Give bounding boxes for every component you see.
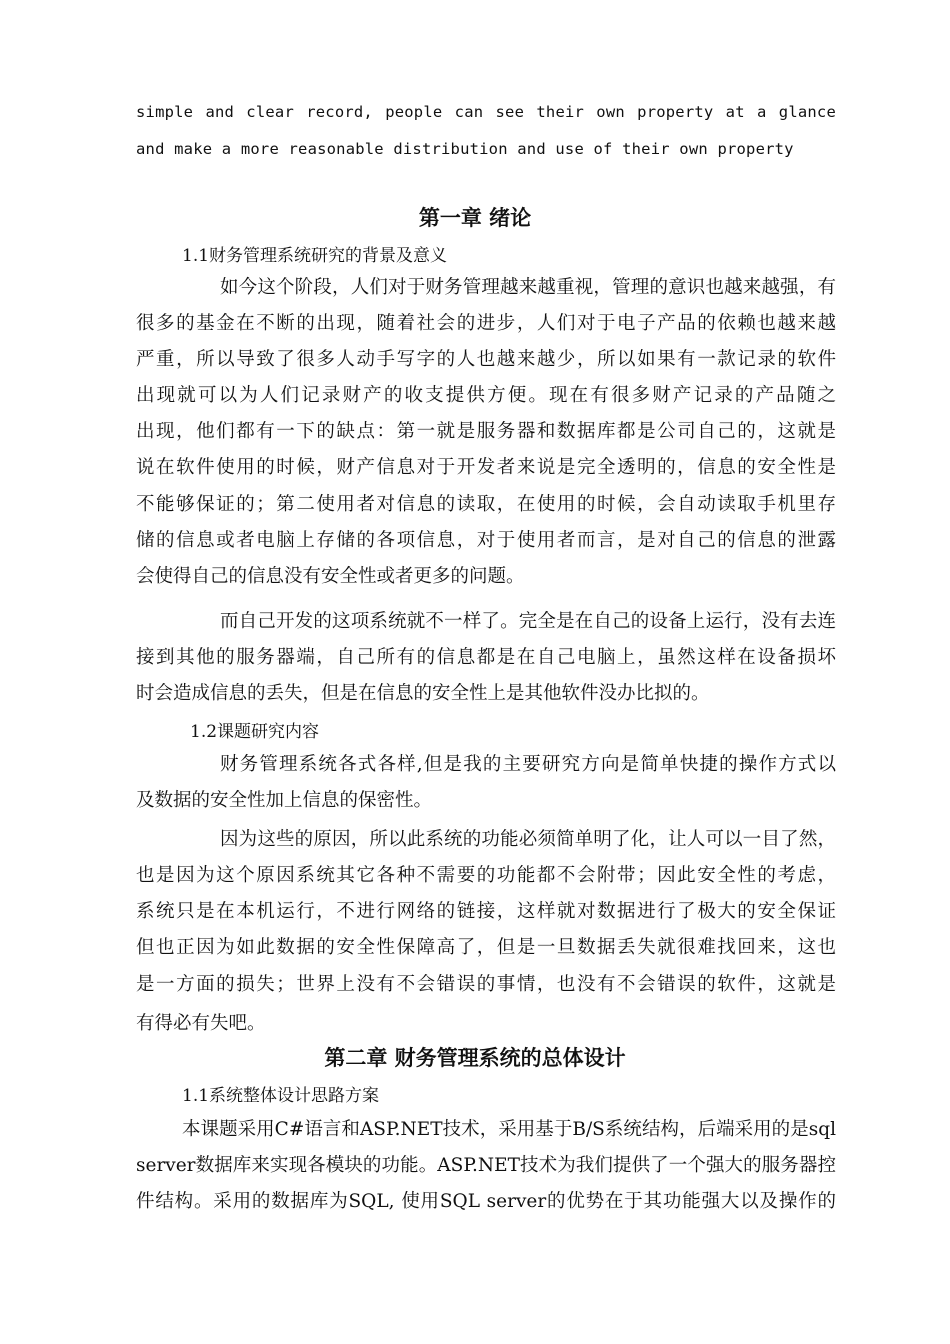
ch1-p2-line-3: 时会造成信息的丢失，但是在信息的安全性上是其他软件没办比拟的。 <box>136 683 710 704</box>
ch1-p2-line-2: 接到其他的服务器端，自己所有的信息都是在自己电脑上，虽然这样在设备损坏 <box>136 647 836 668</box>
ch1-p1-line-5: 出现，他们都有一下的缺点：第一就是服务器和数据库都是公司自己的，这就是 <box>136 421 836 442</box>
ch1-p4-line-4: 但也正因为如此数据的安全性保障高了，但是一旦数据丢失就很难找回来，这也 <box>136 937 836 958</box>
ch1-p3-line-1: 财务管理系统各式各样,但是我的主要研究方向是简单快捷的操作方式以 <box>220 754 836 775</box>
ch2-p1-line-3: 件结构。采用的数据库为SQL, 使用SQL server的优势在于其功能强大以及操作的 <box>136 1191 836 1212</box>
abstract-line-1: simple and clear record, people can see their own property at a glance <box>136 103 836 121</box>
ch2-p1-line-2: server数据库来实现各模块的功能。ASP.NET技术为我们提供了一个强大的服务器控 <box>136 1155 836 1176</box>
ch1-p4-line-2: 也是因为这个原因系统其它各种不需要的功能都不会附带；因此安全性的考虑， <box>136 865 836 886</box>
section-1-1-title: 1.1财务管理系统研究的背景及意义 <box>182 246 448 266</box>
section-2-1-title: 1.1系统整体设计思路方案 <box>182 1086 380 1106</box>
ch1-p4-line-6: 有得必有失吧。 <box>136 1013 266 1034</box>
ch1-p1-line-3: 严重，所以导致了很多人动手写字的人也越来越少，所以如果有一款记录的软件 <box>136 349 836 370</box>
section-1-2-title: 1.2课题研究内容 <box>190 722 320 742</box>
ch1-p4-line-5: 是一方面的损失；世界上没有不会错误的事情，也没有不会错误的软件，这就是 <box>136 974 836 995</box>
ch1-p1-line-8: 储的信息或者电脑上存储的各项信息，对于使用者而言，是对自己的信息的泄露 <box>136 530 836 551</box>
ch1-p1-line-4: 出现就可以为人们记录财产的收支提供方便。现在有很多财产记录的产品随之 <box>136 385 836 406</box>
ch1-p1-line-1: 如今这个阶段，人们对于财务管理越来越重视，管理的意识也越来越强，有 <box>220 277 836 298</box>
ch1-p3-line-2: 及数据的安全性加上信息的保密性。 <box>136 790 433 811</box>
ch1-p1-line-7: 不能够保证的；第二使用者对信息的读取，在使用的时候，会自动读取手机里存 <box>136 494 836 515</box>
abstract-line-2: and make a more reasonable distribution and use of their own property <box>136 140 794 158</box>
ch1-p4-line-1: 因为这些的原因，所以此系统的功能必须简单明了化，让人可以一目了然， <box>220 829 836 850</box>
ch1-p1-line-9: 会使得自己的信息没有安全性或者更多的问题。 <box>136 566 525 587</box>
ch1-p2-line-1: 而自己开发的这项系统就不一样了。完全是在自己的设备上运行，没有去连 <box>220 611 836 632</box>
ch1-p4-line-3: 系统只是在本机运行，不进行网络的链接，这样就对数据进行了极大的安全保证 <box>136 901 836 922</box>
chapter2-title: 第二章 财务管理系统的总体设计 <box>324 1046 626 1070</box>
ch1-p1-line-6: 说在软件使用的时候，财产信息对于开发者来说是完全透明的，信息的安全性是 <box>136 457 836 478</box>
ch1-p1-line-2: 很多的基金在不断的出现，随着社会的进步，人们对于电子产品的依赖也越来越 <box>136 313 836 334</box>
ch2-p1-line-1: 本课题采用C#语言和ASP.NET技术，采用基于B/S系统结构，后端采用的是sql <box>182 1119 836 1140</box>
chapter1-title: 第一章 绪论 <box>418 206 532 230</box>
